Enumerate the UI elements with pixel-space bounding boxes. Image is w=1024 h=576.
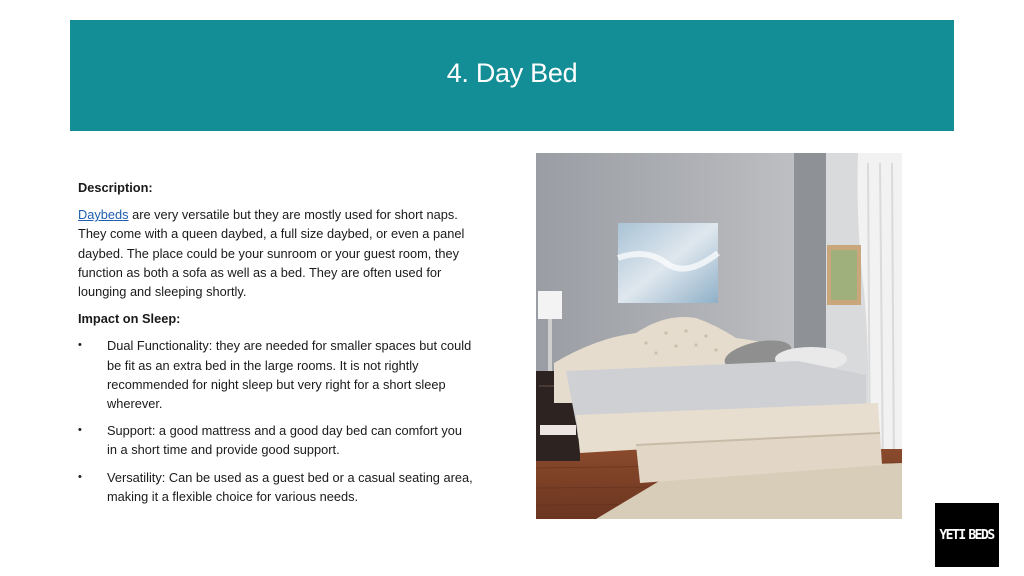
daybeds-link[interactable]: Daybeds — [78, 207, 129, 223]
slide-title: 4. Day Bed — [446, 58, 578, 88]
text-content — [78, 178, 473, 514]
list-item-text: Dual Functionality: they are needed for smaller spaces but could be fit as an extra bed in the large rooms. It is not rightly recommended for night sleep but very right for a short sleep wherever. — [107, 338, 472, 412]
list-item-text: Versatility: Can be used as a guest bed or a casual seating area, making it a flexible choice for various needs. — [107, 469, 473, 504]
list-item — [78, 336, 473, 413]
list-item — [78, 421, 473, 459]
list-item-text: Support: a good mattress and a good day bed can comfort you in a short time and provide good support. — [107, 423, 462, 458]
impact-heading: Impact on Sleep: — [78, 311, 181, 327]
daybed-photo — [536, 153, 902, 519]
description-paragraph — [78, 205, 473, 301]
logo-text-beds: BEDS — [968, 528, 994, 543]
logo-text-yeti: YETI — [939, 528, 965, 543]
bullet-icon: • — [78, 470, 82, 483]
description-text: are very versatile but they are mostly used for short naps. They come with a queen daybed, a full size daybed, or even a panel daybed. The place could be your sunroom or your guest room, they function as both a sofa as well as a bed. They are often used for lounging and sleeping shortly. — [78, 207, 465, 300]
yeti-beds-logo — [935, 503, 999, 567]
description-heading: Description: — [78, 180, 153, 195]
bullet-icon: • — [78, 339, 82, 352]
list-item — [78, 468, 473, 506]
bullet-icon: • — [78, 424, 82, 437]
title-band — [70, 20, 954, 131]
yeti-beds-logo-mark — [935, 503, 999, 567]
impact-list — [78, 336, 473, 506]
